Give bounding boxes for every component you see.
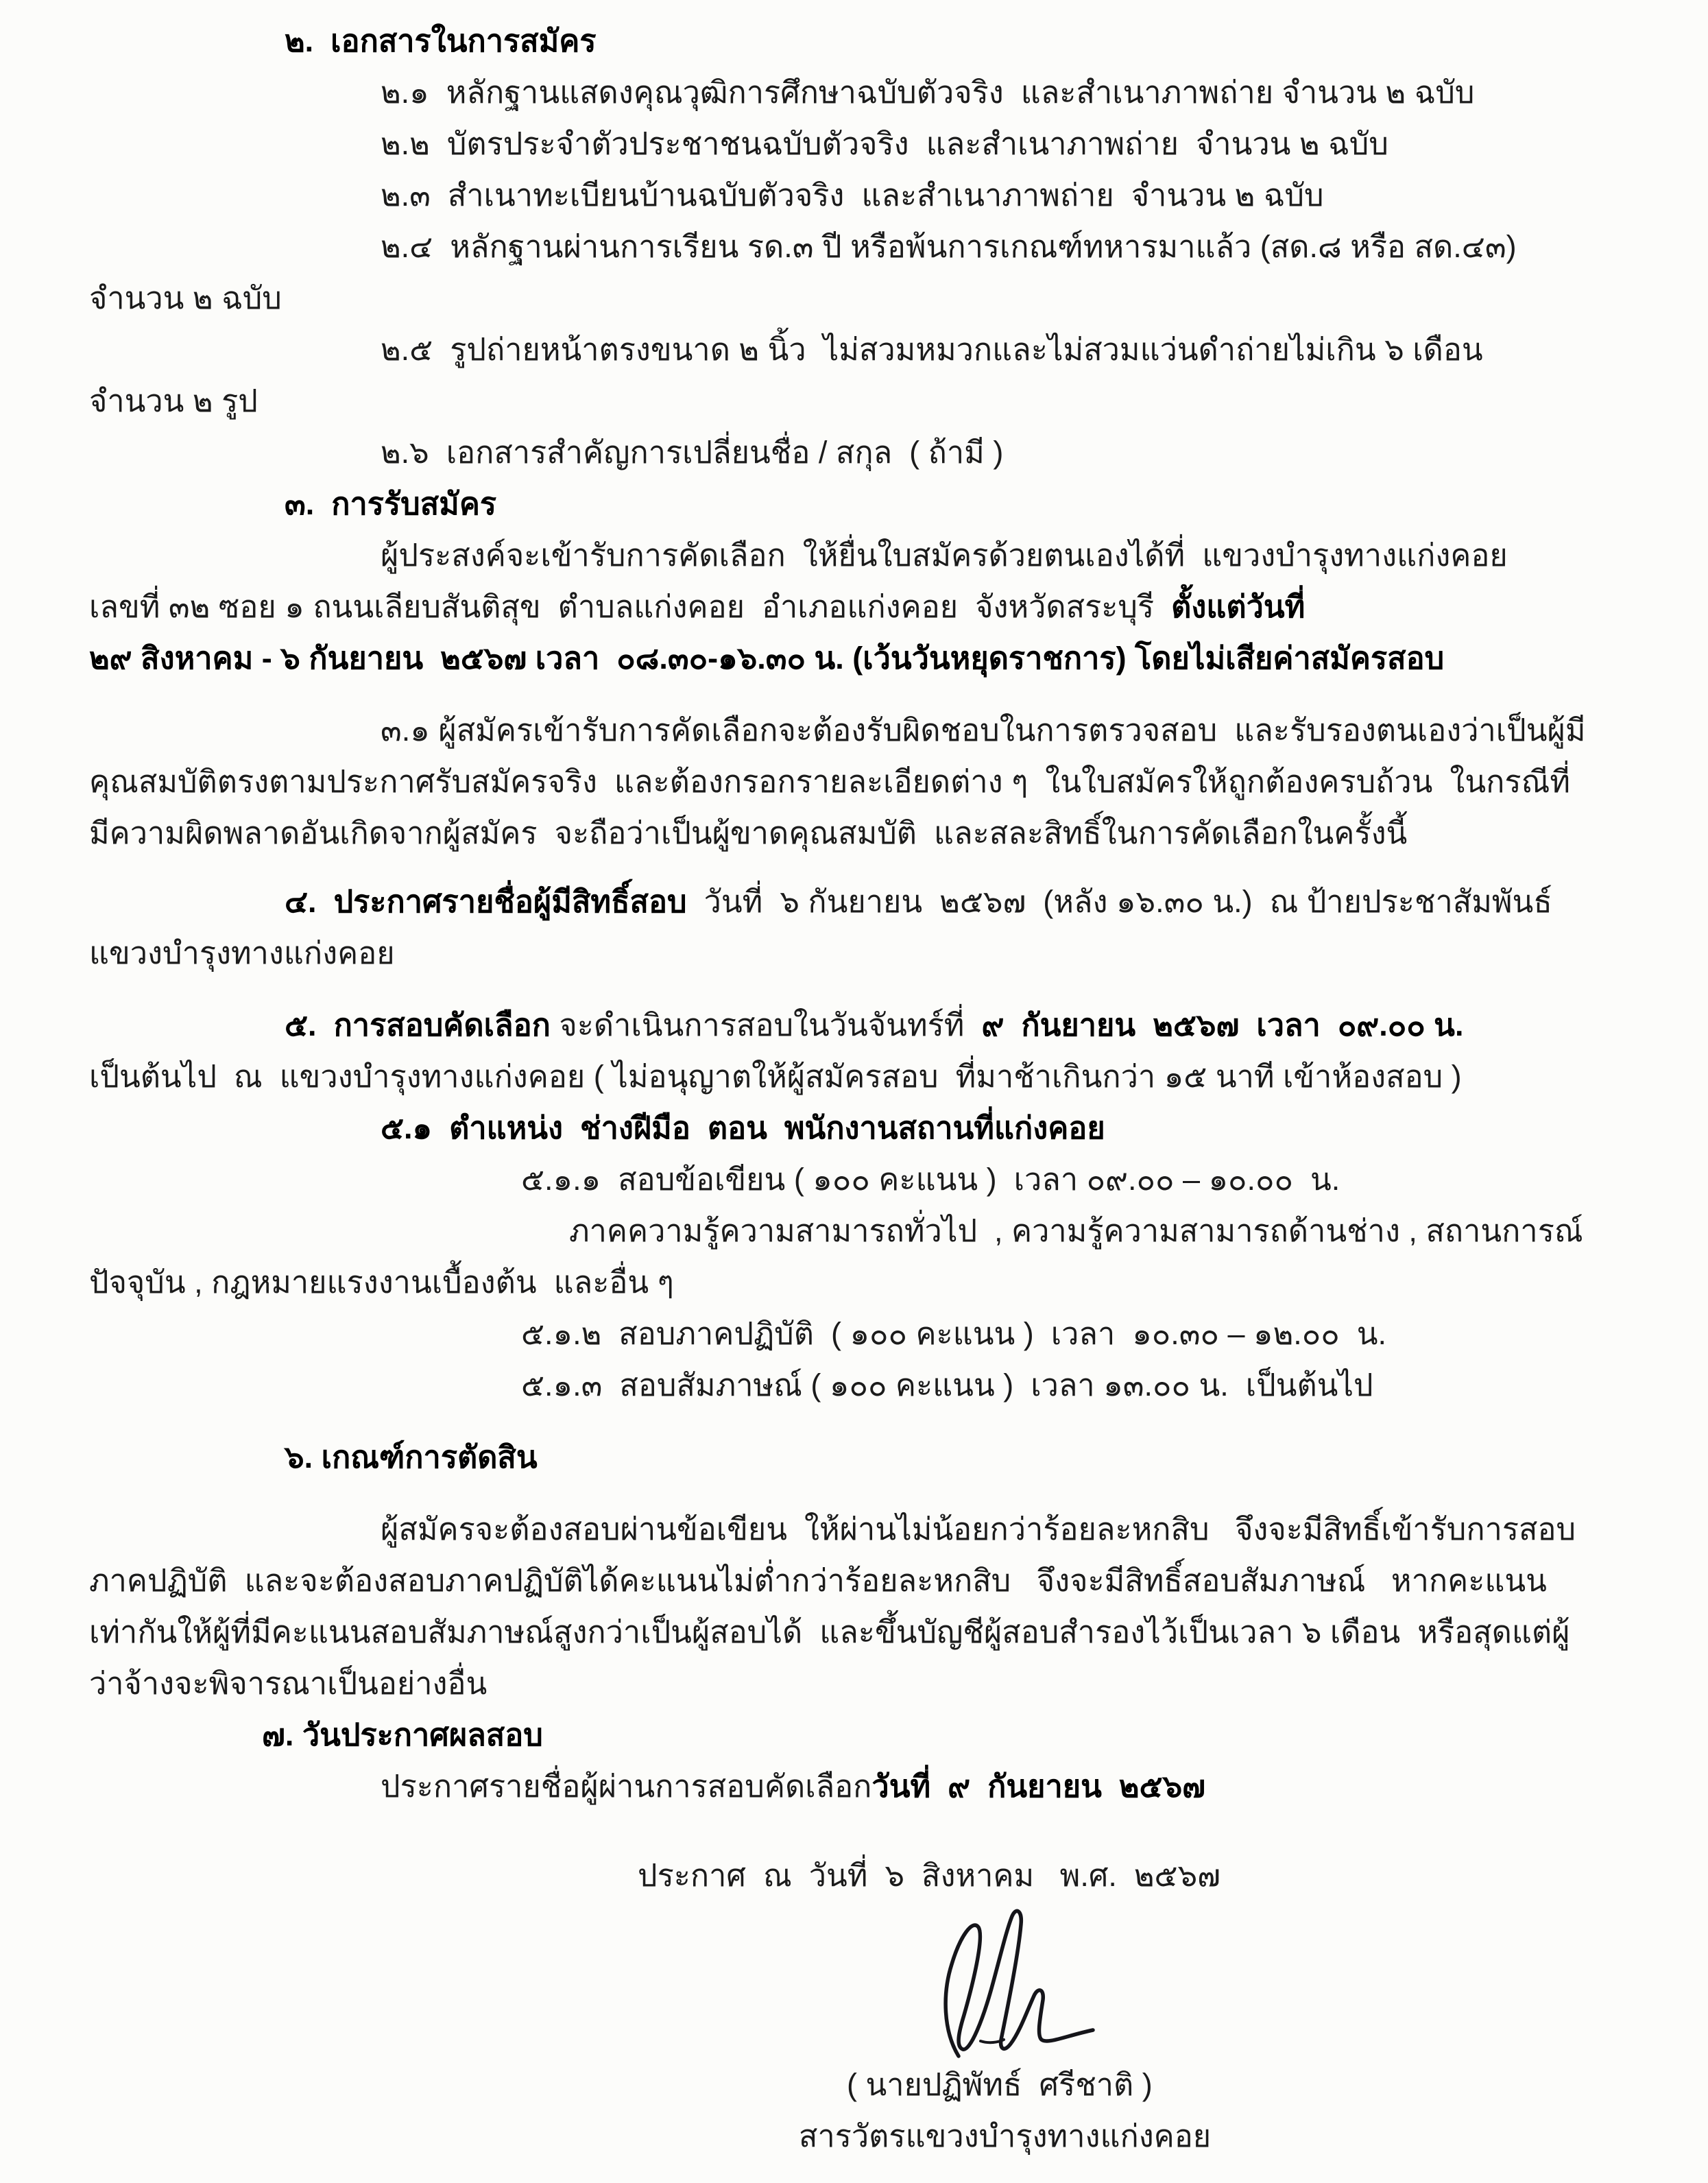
regular-text: ( นายปฏิพัทธ์ ศรีชาติ ) [847, 2067, 1153, 2102]
regular-text: ๒.๕ รูปถ่ายหน้าตรงขนาด ๒ นิ้ว ไม่สวมหมวกและไม่สวมแว่นดำถ่ายไม่เกิน ๖ เดือน [381, 332, 1483, 367]
item-5-1-1-detail-continuation [89, 1256, 1667, 1308]
section-3-paragraph [381, 529, 1667, 581]
bold-text: ตั้งแต่วันที่ [1171, 589, 1306, 624]
bold-text: ๒๙ สิงหาคม - ๖ กันยายน ๒๕๖๗ เวลา ๐๘.๓๐-๑๖.๓๐ น. (เว้นวันหยุดราชการ) โดยไม่เสียค่าสมัครสอบ [89, 641, 1445, 676]
regular-text: ๒.๖ เอกสารสำคัญการเปลี่ยนชื่อ / สกุล ( ถ้ามี ) [381, 435, 1004, 470]
regular-text: ประกาศ ณ วันที่ ๖ สิงหาคม พ.ศ. ๒๕๖๗ [638, 1858, 1221, 1893]
item-5-1-1-detail [569, 1205, 1667, 1256]
regular-text: ๒.๔ หลักฐานผ่านการเรียน รด.๓ ปี หรือพ้นการเกณฑ์ทหารมาแล้ว (สด.๘ หรือ สด.๔๓) [381, 229, 1517, 264]
regular-text: คุณสมบัติตรงตามประกาศรับสมัครจริง และต้องกรอกรายละเอียดต่าง ๆ ในใบสมัครให้ถูกต้องครบถ้วน ในกรณีที่ [89, 764, 1570, 799]
item-5-1-3 [521, 1359, 1667, 1411]
regular-text: สารวัตรแขวงบำรุงทางแก่งคอย [799, 2119, 1212, 2154]
section-6-continuation [89, 1555, 1667, 1606]
section-3-heading [285, 478, 1667, 529]
bold-text: ๕.๑ ตำแหน่ง ช่างฝีมือ ตอน พนักงานสถานที่แก่งคอย [381, 1110, 1105, 1145]
regular-text: ๒.๓ สำเนาทะเบียนบ้านฉบับตัวจริง และสำเนาภาพถ่าย จำนวน ๒ ฉบับ [381, 178, 1324, 213]
regular-text: ๒.๒ บัตรประจำตัวประชาชนฉบับตัวจริง และสำเนาภาพถ่าย จำนวน ๒ ฉบับ [381, 126, 1388, 161]
regular-text: ว่าจ้างจะพิจารณาเป็นอย่างอื่น [89, 1666, 488, 1701]
bold-text: วันที่ ๙ กันยายน ๒๕๖๗ [871, 1769, 1205, 1804]
bold-text: ๗. วันประกาศผลสอบ [262, 1717, 543, 1752]
section-4-continuation [89, 927, 1667, 979]
item-2-3 [381, 169, 1667, 221]
section-3-address [89, 581, 1667, 632]
regular-text: ๕.๑.๒ สอบภาคปฏิบัติ ( ๑๐๐ คะแนน ) เวลา ๑๐.๓๐ – ๑๒.๐๐ น. [521, 1316, 1386, 1351]
regular-text: จำนวน ๒ รูป [89, 383, 258, 418]
item-5-1-2 [521, 1308, 1667, 1359]
regular-text: วันที่ ๖ กันยายน ๒๕๖๗ (หลัง ๑๖.๓๐ น.) ณ ป้ายประชาสัมพันธ์ [686, 884, 1552, 919]
item-2-6 [381, 427, 1667, 478]
item-3-1-continuation [89, 807, 1667, 859]
item-5-1-1 [521, 1154, 1667, 1205]
regular-text: ผู้ประสงค์จะเข้ารับการคัดเลือก ให้ยื่นใบสมัครด้วยตนเองได้ที่ แขวงบำรุงทางแก่งคอย [381, 538, 1508, 573]
section-6-heading [285, 1431, 1667, 1483]
section-5-continuation [89, 1051, 1667, 1102]
section-3-dates [89, 632, 1667, 684]
signature-stroke [927, 1907, 1103, 2071]
regular-text: ภาคปฏิบัติ และจะต้องสอบภาคปฏิบัติได้คะแนนไม่ต่ำกว่าร้อยละหกสิบ จึงจะมีสิทธิ์สอบสัมภาษณ์ หากคะแนน [89, 1563, 1547, 1598]
regular-text: จำนวน ๒ ฉบับ [89, 281, 282, 315]
item-3-1 [381, 704, 1667, 756]
section-6-paragraph [381, 1503, 1667, 1555]
section-2-heading [285, 15, 1667, 67]
section-4-heading [285, 876, 1667, 927]
section-5-heading [285, 999, 1667, 1051]
signature-image [927, 1907, 1103, 2071]
regular-text: เท่ากันให้ผู้ที่มีคะแนนสอบสัมภาษณ์สูงกว่าเป็นผู้สอบได้ และขึ้นบัญชีผู้สอบสำรองไว้เป็นเวลา ๖ เดือน หรือสุดแต่ผู้ [89, 1614, 1570, 1649]
item-2-5 [381, 324, 1667, 375]
regular-text: เป็นต้นไป ณ แขวงบำรุงทางแก่งคอย ( ไม่อนุญาตให้ผู้สมัครสอบ ที่มาช้าเกินกว่า ๑๕ นาที เข้าห้องสอบ ) [89, 1059, 1462, 1094]
bold-text: ๖. เกณฑ์การตัดสิน [285, 1440, 538, 1475]
regular-text: จะดำเนินการสอบในวันจันทร์ที่ [559, 1007, 982, 1042]
document-body [89, 15, 1667, 2162]
regular-text: ประกาศรายชื่อผู้ผ่านการสอบคัดเลือก [381, 1769, 872, 1804]
section-6-continuation [89, 1606, 1667, 1658]
item-5-1 [381, 1102, 1667, 1154]
regular-text: ๒.๑ หลักฐานแสดงคุณวุฒิการศึกษาฉบับตัวจริง และสำเนาภาพถ่าย จำนวน ๒ ฉบับ [381, 75, 1475, 110]
item-2-4-continuation [89, 272, 1667, 324]
item-2-2 [381, 118, 1667, 169]
item-2-4 [381, 221, 1667, 272]
bold-text: ๒. เอกสารในการสมัคร [285, 23, 597, 58]
bold-text: ๔. ประกาศรายชื่อผู้มีสิทธิ์สอบ [285, 884, 687, 919]
regular-text: ๕.๑.๓ สอบสัมภาษณ์ ( ๑๐๐ คะแนน ) เวลา ๑๓.๐๐ น. เป็นต้นไป [521, 1368, 1373, 1403]
regular-text: เลขที่ ๓๒ ซอย ๑ ถนนเลียบสันติสุข ตำบลแก่งคอย อำเภอแก่งคอย จังหวัดสระบุรี [89, 589, 1172, 624]
regular-text: ผู้สมัครจะต้องสอบผ่านข้อเขียน ให้ผ่านไม่น้อยกว่าร้อยละหกสิบ จึงจะมีสิทธิ์เข้ารับการสอบ [381, 1512, 1576, 1547]
regular-text: ปัจจุบัน , กฎหมายแรงงานเบื้องต้น และอื่น ๆ [89, 1265, 674, 1300]
regular-text: ๕.๑.๑ สอบข้อเขียน ( ๑๐๐ คะแนน ) เวลา ๐๙.๐๐ – ๑๐.๐๐ น. [521, 1162, 1340, 1197]
bold-text: ๕. การสอบคัดเลือก [285, 1007, 560, 1042]
bold-text: ๓. การรับสมัคร [285, 486, 497, 521]
regular-text: ภาคความรู้ความสามารถทั่วไป , ความรู้ความสามารถด้านช่าง , สถานการณ์ [569, 1213, 1583, 1248]
regular-text: ๓.๑ ผู้สมัครเข้ารับการคัดเลือกจะต้องรับผิดชอบในการตรวจสอบ และรับรองตนเองว่าเป็นผู้มี [381, 713, 1586, 748]
section-6-continuation [89, 1658, 1667, 1709]
regular-text: แขวงบำรุงทางแก่งคอย [89, 935, 395, 970]
item-2-1 [381, 67, 1667, 118]
section-7-paragraph [381, 1761, 1667, 1812]
bold-text: ๙ กันยายน ๒๕๖๗ เวลา ๐๙.๐๐ น. [981, 1007, 1464, 1042]
announcement-date-line [638, 1850, 1667, 1901]
item-3-1-continuation [89, 756, 1667, 807]
signatory-title-line [799, 2110, 1667, 2162]
regular-text: มีความผิดพลาดอันเกิดจากผู้สมัคร จะถือว่าเป็นผู้ขาดคุณสมบัติ และสละสิทธิ์ในการคัดเลือกในครั้งนี้ [89, 815, 1408, 850]
item-2-5-continuation [89, 375, 1667, 427]
section-7-heading [262, 1709, 1667, 1761]
